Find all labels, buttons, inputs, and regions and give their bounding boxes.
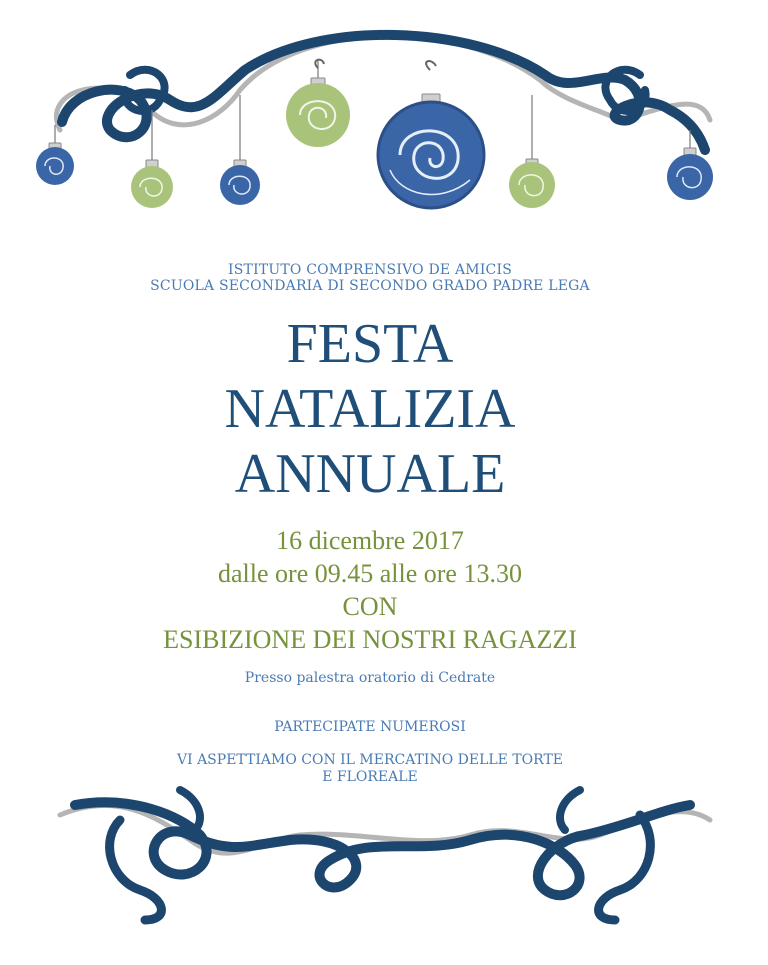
christmas-ornament-icon bbox=[36, 147, 74, 185]
title-line-1: FESTA bbox=[286, 313, 454, 375]
market-line-1: VI ASPETTIAMO CON IL MERCATINO DELLE TORTE bbox=[176, 752, 563, 768]
school-name: ISTITUTO COMPRENSIVO DE AMICIS bbox=[228, 262, 512, 278]
ribbon-swirl-icon bbox=[0, 780, 768, 930]
christmas-ornament-icon bbox=[131, 166, 173, 208]
title-line-3: ANNUALE bbox=[234, 443, 506, 505]
christmas-ornament-icon bbox=[286, 83, 350, 147]
event-with: CON bbox=[342, 592, 398, 621]
event-date: 16 dicembre 2017 bbox=[276, 526, 464, 555]
bottom-ribbon-navy bbox=[75, 802, 690, 895]
christmas-ornament-icon bbox=[378, 102, 484, 208]
event-performance: ESIBIZIONE DEI NOSTRI RAGAZZI bbox=[163, 625, 577, 654]
call-to-action: PARTECIPATE NUMEROSI bbox=[274, 719, 466, 735]
event-details bbox=[0, 524, 740, 656]
bottom-ribbon-loop-left bbox=[110, 820, 162, 920]
school-header bbox=[0, 262, 740, 294]
bottom-ribbon-right-tail bbox=[560, 790, 580, 830]
christmas-ornament-icon bbox=[220, 165, 260, 205]
school-division: SCUOLA SECONDARIA DI SECONDO GRADO PADRE LEGA bbox=[150, 278, 590, 294]
market-line-2: E FLOREALE bbox=[322, 769, 418, 785]
event-time: dalle ore 09.45 alle ore 13.30 bbox=[218, 559, 522, 588]
top-ribbon-ornaments bbox=[0, 0, 768, 230]
event-title bbox=[0, 312, 740, 507]
christmas-ornament-icon bbox=[509, 162, 555, 208]
christmas-ornament-icon bbox=[667, 154, 713, 200]
title-line-2: NATALIZIA bbox=[224, 378, 516, 440]
event-venue: Presso palestra oratorio di Cedrate bbox=[244, 670, 496, 686]
